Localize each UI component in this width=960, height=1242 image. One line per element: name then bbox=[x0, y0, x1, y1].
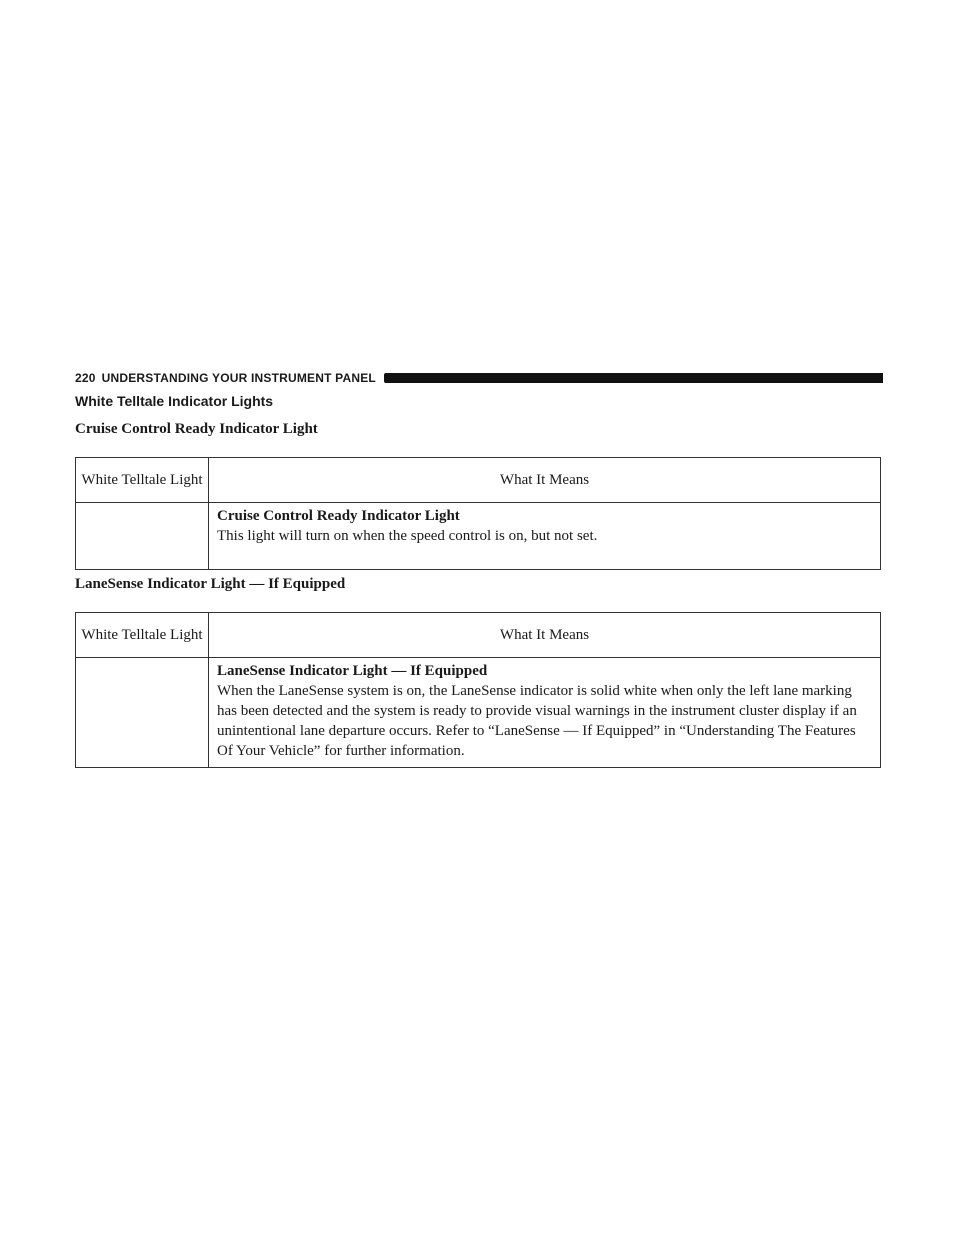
meaning-cell bbox=[209, 658, 881, 768]
column-header-light: White Telltale Light bbox=[76, 458, 209, 503]
row-title: LaneSense Indicator Light — If Equipped bbox=[217, 663, 488, 679]
section-heading: White Telltale Indicator Lights bbox=[75, 393, 274, 409]
row-description: This light will turn on when the speed control is on, but not set. bbox=[217, 528, 598, 544]
column-header-light: White Telltale Light bbox=[76, 613, 209, 658]
lanesense-table bbox=[75, 612, 881, 768]
row-description: When the LaneSense system is on, the LaneSense indicator is solid white when only the left lane marking has been detected and the system is ready to provide visual warnings in the instrument cluster display if an unintentional lane departure occurs. Refer to “LaneSense — If Equipped” in “Understanding The Features Of Your Vehicle” for further information. bbox=[217, 683, 857, 759]
subheading-lanesense: LaneSense Indicator Light — If Equipped bbox=[75, 576, 346, 592]
table-header-row bbox=[76, 613, 881, 658]
page-header bbox=[75, 369, 883, 387]
row-title: Cruise Control Ready Indicator Light bbox=[217, 508, 460, 524]
chapter-title: UNDERSTANDING YOUR INSTRUMENT PANEL bbox=[101, 371, 376, 385]
column-header-meaning: What It Means bbox=[209, 458, 881, 503]
meaning-cell bbox=[209, 503, 881, 570]
subheading-cruise-control: Cruise Control Ready Indicator Light bbox=[75, 421, 318, 437]
table-row bbox=[76, 503, 881, 570]
header-rule bbox=[384, 373, 883, 383]
page-number: 220 bbox=[75, 371, 96, 385]
cruise-control-table bbox=[75, 457, 881, 570]
column-header-meaning: What It Means bbox=[209, 613, 881, 658]
telltale-icon-cell bbox=[76, 503, 209, 570]
telltale-icon-cell bbox=[76, 658, 209, 768]
table-row bbox=[76, 658, 881, 768]
table-header-row bbox=[76, 458, 881, 503]
